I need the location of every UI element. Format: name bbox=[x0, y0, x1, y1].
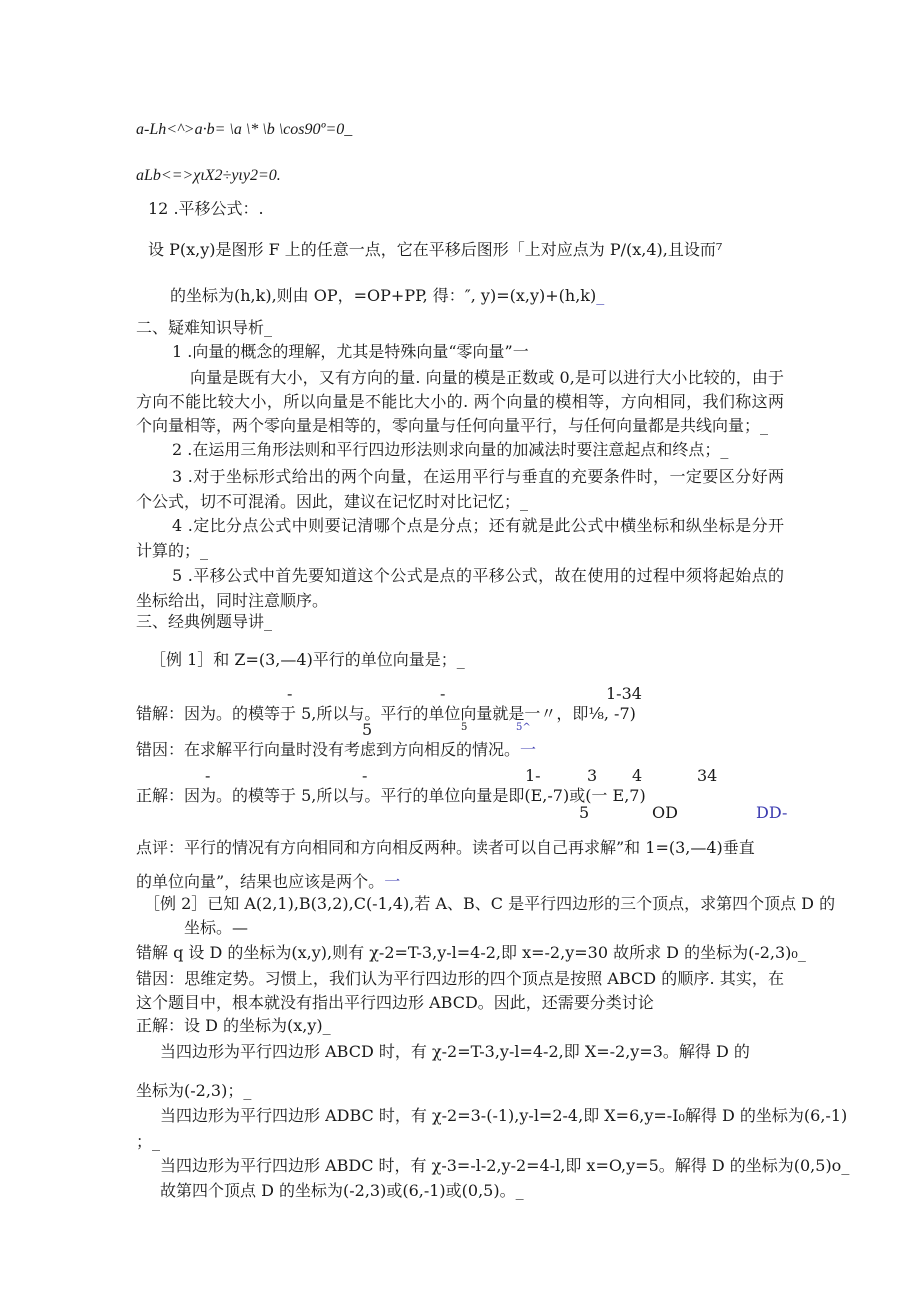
correct-1-fragment-b: - bbox=[362, 766, 368, 785]
error-cause-1 bbox=[136, 740, 536, 760]
comment-1: 点评：平行的情况有方向相同和方向相反两种。读者可以自己再求解”和 1=(3,—4)垂直 bbox=[136, 838, 755, 857]
point-5: 5 .平移公式中首先要知道这个公式是点的平移公式，故在使用的过程中须将起始点的坐标给出，同时注意顺序。 bbox=[136, 566, 784, 610]
correct-1-fragment-c: 1- bbox=[525, 766, 541, 785]
point-2: 2 .在运用三角形法则和平行四边形法则求向量的加减法时要注意起点和终点；_ bbox=[172, 440, 729, 459]
correct-1-fragment-f: 34 bbox=[697, 766, 718, 785]
example-1-question: ［例 1］和 Z=(3,—4)平行的单位向量是；_ bbox=[150, 650, 465, 669]
comment-1-continued-mark: 一 bbox=[384, 872, 401, 891]
final-answer: 故第四个顶点 D 的坐标为(-2,3)或(6,-1)或(0,5)。_ bbox=[160, 1181, 524, 1200]
error-cause-1-text: 错因：在求解平行向量时没有考虑到方向相反的情况。 bbox=[136, 740, 521, 759]
correct-solution-1: 正解：因为。的模等于 5,所以与。平行的单位向量是即(E,-7)或(一 E,7) bbox=[136, 786, 646, 805]
correct-solution-1-od: OD bbox=[652, 803, 678, 822]
point-4: 4 .定比分点公式中则要记清哪个点是分点；还有就是此公式中横坐标和纵坐标是分开计算的；_ bbox=[136, 516, 784, 560]
case-abcd-result: 坐标为(-2,3)；_ bbox=[136, 1081, 252, 1100]
example-1-fragment-a: - bbox=[287, 684, 293, 703]
point-3: 3 .对于坐标形式给出的两个向量，在运用平行与垂直的充要条件时，一定要区分好两个公式，切不可混淆。因此，建议在记忆时对比记忆；_ bbox=[136, 467, 784, 511]
point-1-title: 1 .向量的概念的理解，尤其是特殊向量“零向量”一 bbox=[172, 342, 529, 361]
section-2-title: 二、疑难知识导析_ bbox=[136, 318, 273, 337]
wrong-solution-2: 错解 q 设 D 的坐标为(x,y),则有 χ-2=T-3,y-l=4-2,即 x=-2,y=30 故所求 D 的坐标为(-2,3)₀_ bbox=[136, 943, 806, 962]
translation-formula-text: 设 P(x,y)是图形 F 上的任意一点，它在平移后图形「上对应点为 P/(x,4),且设而⁷ bbox=[148, 240, 723, 259]
correct-1-fragment-d: 3 bbox=[587, 766, 598, 785]
translation-formula-heading: 12 .平移公式：. bbox=[148, 199, 264, 218]
case-adbc: 当四边形为平行四边形 ADBC 时，有 χ-2=3-(-1),y-l=2-4,即 X=6,y=-I₀解得 D 的坐标为(6,-1) bbox=[160, 1106, 848, 1125]
wrong-solution-1-sub-a: 5 bbox=[461, 722, 468, 733]
correct-solution-1-dd: DD- bbox=[756, 803, 788, 822]
formula-perpendicular: a-Lh<^>a·b= \a \* \b \cos90º=0_ bbox=[136, 121, 353, 138]
example-1-fragment-b: - bbox=[440, 684, 446, 703]
wrong-solution-1-sub-b: 5^ bbox=[516, 722, 531, 733]
translation-formula-result-mark: _ bbox=[596, 286, 605, 305]
formula-perpendicular-coords: aLb<=>χιX2÷yιy2=0. bbox=[136, 167, 281, 184]
translation-formula-result bbox=[170, 286, 604, 306]
section-3-title: 三、经典例题导讲_ bbox=[136, 612, 273, 631]
correct-1-fragment-e: 4 bbox=[632, 766, 643, 785]
case-abdc: 当四边形为平行四边形 ABDC 时，有 χ-3=-l-2,y-2=4-l,即 x=O,y=5。解得 D 的坐标为(0,5)o_ bbox=[160, 1156, 850, 1175]
example-2-question: ［例 2］已知 A(2,1),B(3,2),C(-1,4),若 A、B、C 是平行四边形的三个顶点，求第四个顶点 D 的 bbox=[144, 894, 836, 913]
example-1-fragment-c: 1-34 bbox=[606, 684, 642, 703]
point-1-body: 向量是既有大小，又有方向的量. 向量的模是正数或 0,是可以进行大小比较的，由于方向不能比较大小，所以向量是不能比大小的. 两个向量的模相等，方向相同，我们称这两个向量相等，两个零向量是相等的，零向量与任何向量平行，与任何向量都是共线向量；_ bbox=[136, 368, 784, 435]
translation-formula-result-text: 的坐标为(h,k),则由 OP，=OP+PP, 得：″, y)=(x,y)+(h,k) bbox=[170, 286, 597, 305]
wrong-solution-1: 错解：因为。的模等于 5,所以与。平行的单位向量就是一〃，即⅛, -7) bbox=[136, 704, 636, 723]
case-adbc-continued: ；_ bbox=[136, 1132, 161, 1151]
correct-solution-1-denominator: 5 bbox=[579, 803, 590, 822]
error-cause-2: 错因：思维定势。习惯上，我们认为平行四边形的四个顶点是按照 ABCD 的顺序. 其实，在这个题目中，根本就没有指出平行四边形 ABCD。因此，还需要分类讨论 bbox=[136, 969, 784, 1012]
comment-1-continued bbox=[136, 872, 400, 892]
example-2-question-continued: 坐标。— bbox=[184, 918, 249, 937]
error-cause-1-mark: 一 bbox=[520, 740, 537, 759]
comment-1-continued-text: 的单位向量”，结果也应该是两个。 bbox=[136, 872, 385, 891]
correct-1-fragment-a: - bbox=[205, 766, 211, 785]
case-abcd: 当四边形为平行四边形 ABCD 时，有 χ-2=T-3,y-l=4-2,即 X=-2,y=3。解得 D 的 bbox=[160, 1042, 750, 1061]
correct-solution-2: 正解：设 D 的坐标为(x,y)_ bbox=[136, 1016, 331, 1035]
wrong-solution-1-denominator: 5 bbox=[362, 720, 373, 739]
